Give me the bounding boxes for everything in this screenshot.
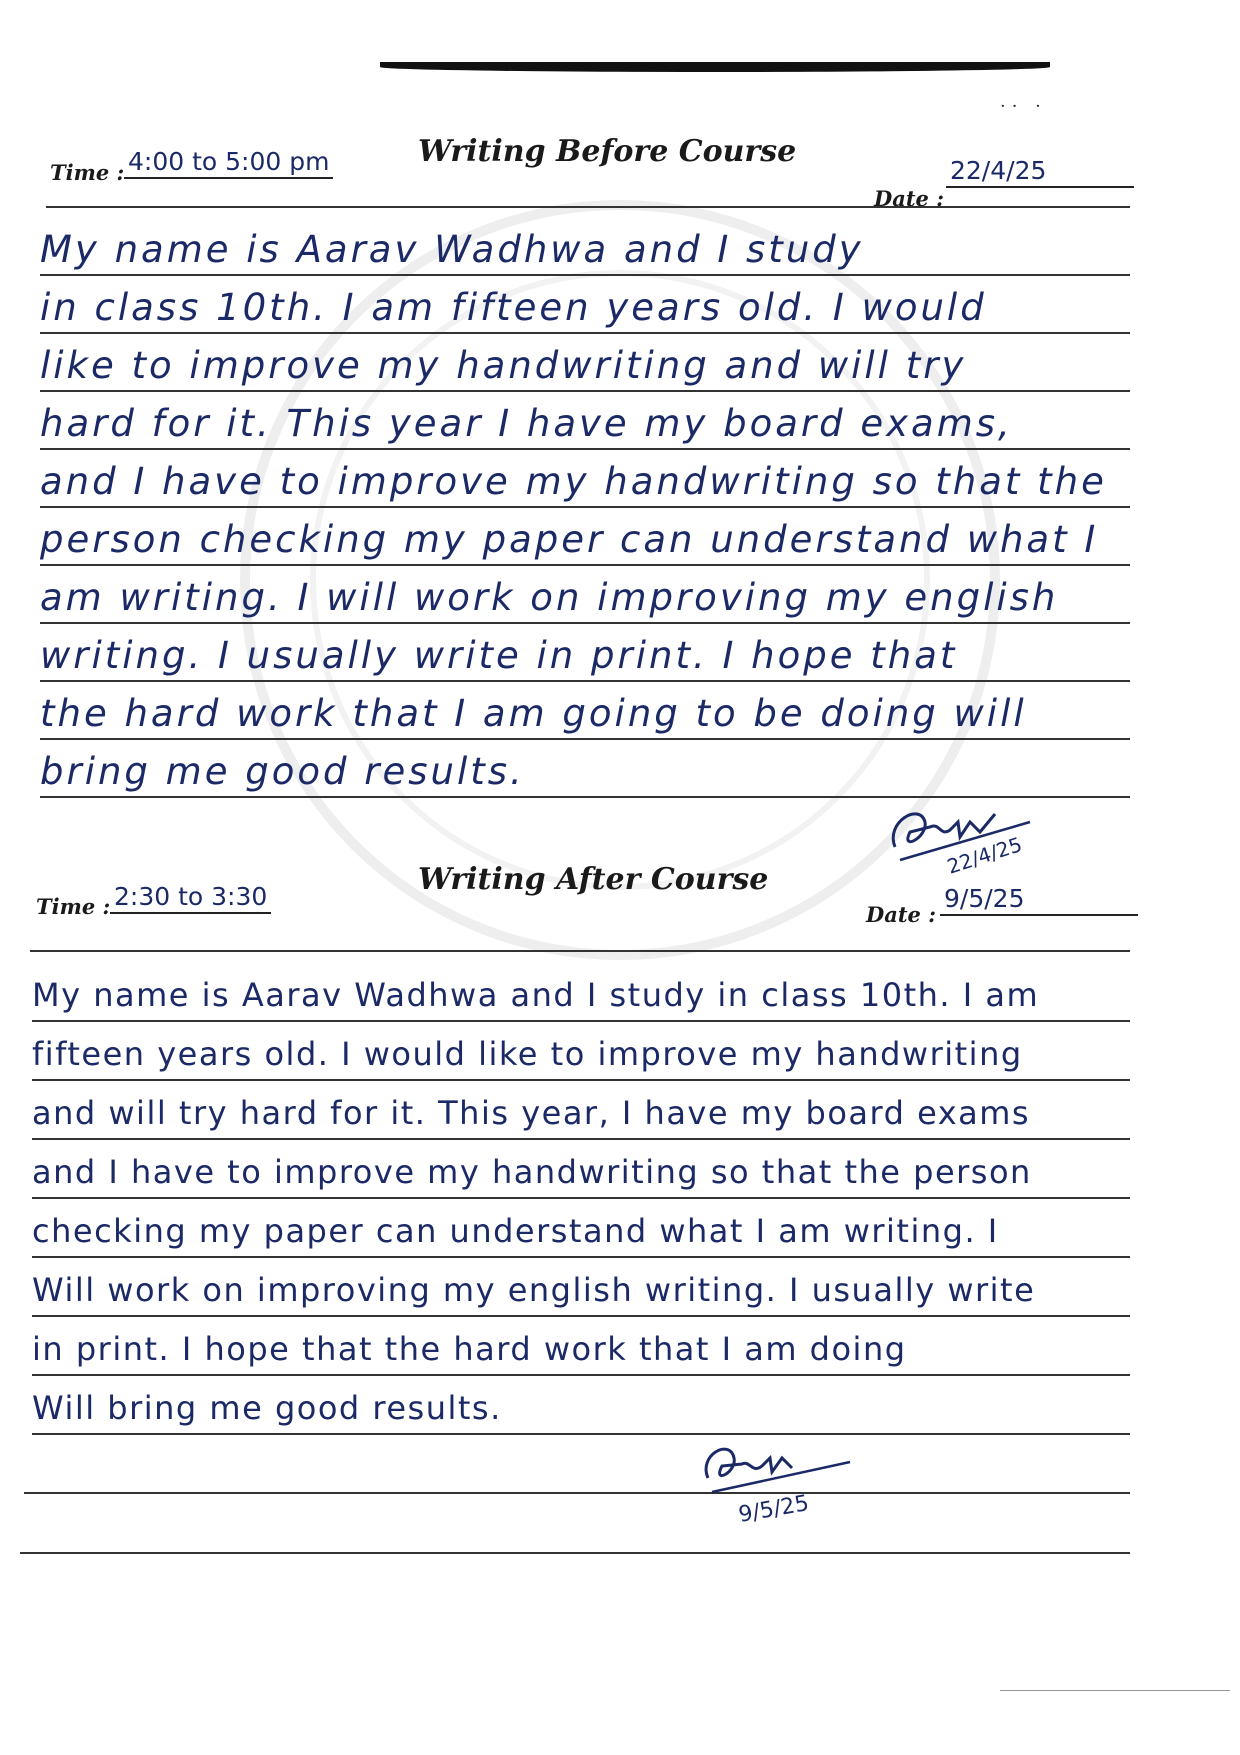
top-edge-mark bbox=[380, 62, 1050, 72]
corner-specks: ·· · bbox=[1000, 96, 1047, 117]
after-line-8: Will bring me good results. bbox=[32, 1378, 1130, 1435]
before-date-label: Date : bbox=[874, 186, 944, 211]
after-date-label: Date : bbox=[866, 902, 936, 927]
bottom-edge-mark bbox=[1000, 1690, 1230, 1691]
before-time-label: Time : bbox=[50, 160, 125, 185]
before-line-4: hard for it. This year I have my board exams, bbox=[40, 396, 1130, 450]
after-teacher-signature bbox=[690, 1430, 870, 1530]
after-line-4: and I have to improve my handwriting so that the person bbox=[32, 1142, 1130, 1199]
before-line-10: bring me good results. bbox=[40, 744, 1130, 798]
before-line-6: person checking my paper can understand what I bbox=[40, 512, 1130, 566]
before-line-3: like to improve my handwriting and will try bbox=[40, 338, 1130, 392]
before-line-7: am writing. I will work on improving my english bbox=[40, 570, 1130, 624]
after-line-7: in print. I hope that the hard work that I am doing bbox=[32, 1319, 1130, 1376]
after-signature-date: 9/5/25 bbox=[736, 1490, 811, 1528]
before-teacher-signature bbox=[880, 792, 1060, 882]
after-line-6: Will work on improving my english writing. I usually write bbox=[32, 1260, 1130, 1317]
before-time-value: 4:00 to 5:00 pm bbox=[124, 147, 333, 179]
before-line-9: the hard work that I am going to be doing will bbox=[40, 686, 1130, 740]
after-time-value: 2:30 to 3:30 bbox=[110, 882, 271, 914]
after-line-2: fifteen years old. I would like to improve my handwriting bbox=[32, 1024, 1130, 1081]
before-section-title: Writing Before Course bbox=[418, 134, 797, 169]
before-line-5: and I have to improve my handwriting so that the bbox=[40, 454, 1130, 508]
before-signature-date: 22/4/25 bbox=[944, 832, 1025, 879]
after-blank-rule-2 bbox=[20, 1552, 1130, 1554]
after-time-label: Time : bbox=[36, 894, 111, 919]
after-line-5: checking my paper can understand what I am writing. I bbox=[32, 1201, 1130, 1258]
after-line-1: My name is Aarav Wadhwa and I study in class 10th. I am bbox=[32, 965, 1130, 1022]
after-line-3: and will try hard for it. This year, I have my board exams bbox=[32, 1083, 1130, 1140]
after-section-title: Writing After Course bbox=[418, 862, 769, 897]
before-line-1: My name is Aarav Wadhwa and I study bbox=[40, 222, 1130, 276]
before-date-value: 22/4/25 bbox=[946, 156, 1134, 188]
after-date-value: 9/5/25 bbox=[940, 884, 1138, 916]
after-blank-rule-1 bbox=[24, 1492, 1130, 1494]
before-line-8: writing. I usually write in print. I hope that bbox=[40, 628, 1130, 682]
before-header-rule bbox=[46, 206, 1130, 208]
before-line-2: in class 10th. I am fifteen years old. I would bbox=[40, 280, 1130, 334]
after-header-rule bbox=[30, 950, 1130, 952]
